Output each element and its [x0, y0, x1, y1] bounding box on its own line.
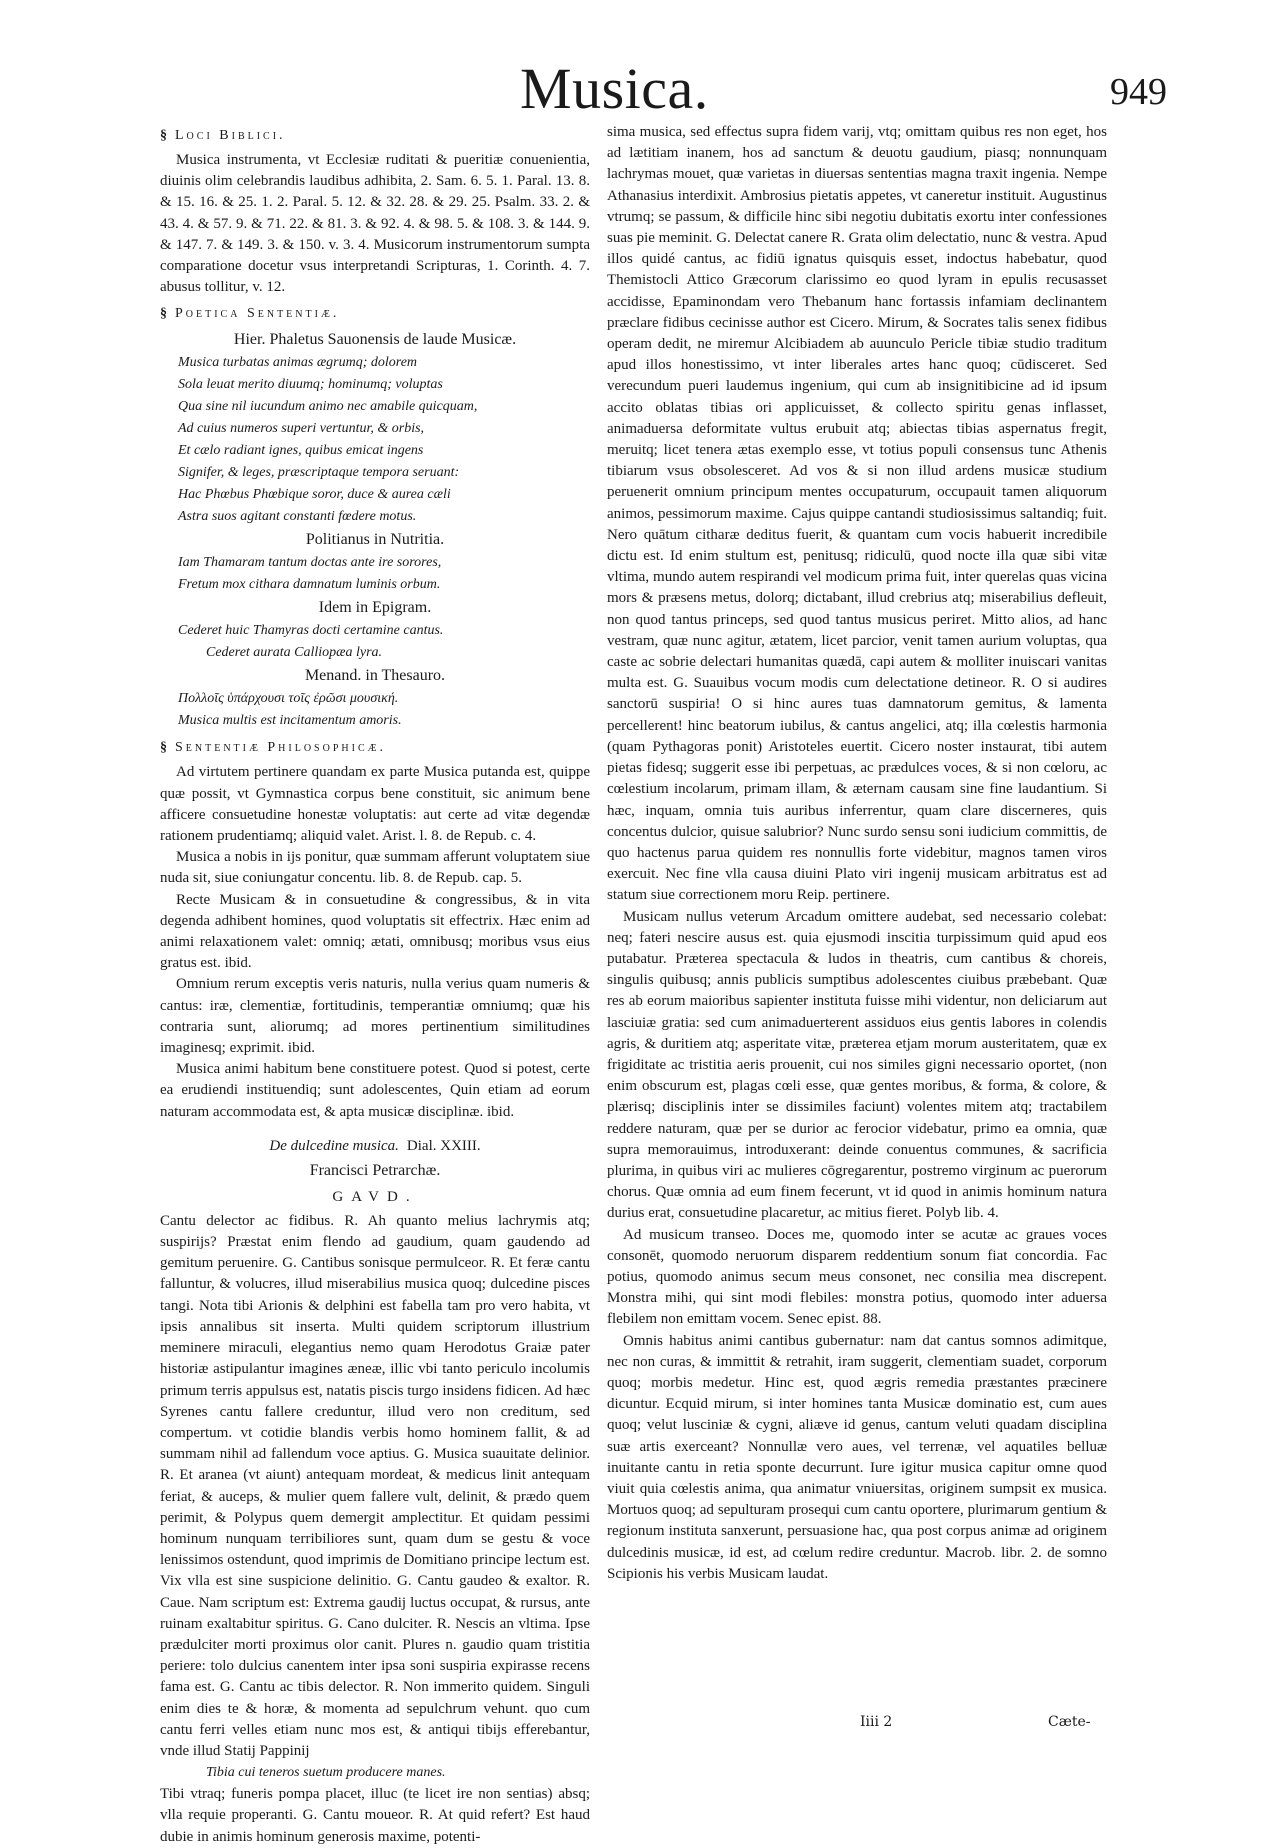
poet-attribution: Politianus in Nutritia. — [305, 531, 445, 549]
paragraph-mark-icon: § — [160, 128, 167, 143]
verse-line: Sola leuat merito diuumq; hominumq; voluptas — [178, 377, 443, 393]
paragraph-mark-icon: § — [160, 306, 167, 322]
section-heading-loci-biblici: § Loci Biblici. — [160, 128, 286, 143]
macrobius-paragraph: Omnis habitus animi cantibus gubernatur: nam dat cantus somnos adimitque, nec non curas, & immittit & retrahit, iram suggerit, clementiam suadet, corporum quoq; morbis medetur. Hinc est, quod ægris remedia præstantes præcinere dicuntur. Ecquid mirum, si inter homines tanta Musicæ dominatio est, cum aues quoq; velut lusciniæ & cygni, aliæve id genus, cantum veluti quadam disciplina suæ artis exerceant? Nonnullæ vero aues, vel terrenæ, vel aquatiles belluæ inuitante cantu in retia sponte decurrunt. Iure igitur musica capitur omne quod viuit quia cœlestis anima, qua animatur vniuersitas, originem sumpsit ex musica. Mortuos quoq; ad sepulturam prosequi cum cantu oportere, plurimarum gentium & regionum instituta sanxerunt, persuasione hac, qua post corpus animæ ad originem dulcedinis musicæ, id est, ad cœlum redire creduntur. Macrob. libr. 2. de somno Scipionis his verbis Musicam laudat. — [607, 1332, 1107, 1582]
greek-verse-line: Πολλοῖς ὑπάρχουσι τοῖς ἐρῶσι μουσική. — [178, 691, 399, 707]
verse-line: Signifer, & leges, præscriptaque tempora seruant: — [178, 465, 460, 481]
verse-line: Ad cuius numeros superi vertuntur, & orbis, — [178, 421, 425, 437]
verse-line: Hac Phœbus Phœbique soror, duce & aurea cæli — [178, 487, 451, 503]
verse-line: Musica turbatas animas ægrumq; dolorem — [178, 355, 418, 371]
verse-line: Astra suos agitant constanti fœdere motus. — [178, 509, 417, 525]
sententia-paragraph: Omnium rerum exceptis veris naturis, nulla verius quam numeris & cantus: iræ, clementiæ, fortitudinis, temperantiæ omniumq; quæ his contraria sunt, aliorumq; ad mores pertinentium similitudines imaginesq; exprimit. ibid. — [160, 976, 590, 1057]
poet-attribution: Hier. Phaletus Sauonensis de laude Musicæ. — [233, 331, 517, 349]
dialogue-text-continued: Tibi vtraq; funeris pompa placet, illuc (te licet ire non sentias) absq; vlla requie properanti. G. Cantu moueor. R. At quid refert? Est haud dubie in animis hominum generosis maxime, potenti- — [160, 1786, 590, 1845]
page-number: 949 — [1110, 71, 1167, 113]
paragraph-mark-icon: § — [160, 740, 167, 756]
verse-line: Musica multis est incitamentum amoris. — [178, 713, 402, 729]
seneca-paragraph: Ad musicum transeo. Doces me, quomodo inter se acutæ ac graues voces consonēt, quomodo neruorum disparem reddentium sonum fiat concordia. Fac potius, quomodo animus secum meus consonet, nec consilia mea discrepent. Monstra mihi, qui sint modi flebiles: monstra potius, quomodo inter aduersa flebilem non emittam vocem. Senec epist. 88. — [607, 1226, 1107, 1328]
verse-line: Iam Thamaram tantum doctas ante ire sorores, — [178, 555, 442, 571]
verse-line: Fretum mox cithara damnatum luminis orbum. — [178, 577, 441, 593]
quoted-verse: Tibia cui teneros suetum producere manes. — [206, 1765, 446, 1781]
sententia-paragraph: Musica animi habitum bene constituere potest. Quod si potest, certe ea erudiendi instituendiq; sunt adolescentes, Quin etiam ad eorum naturam accommodata est, & apta musicæ disciplinæ. ibid. — [160, 1061, 590, 1120]
verse-line: Cederet huic Thamyras docti certamine cantus. — [178, 623, 444, 639]
polybius-paragraph: Musicam nullus veterum Arcadum omittere audebat, sed necessario colebat: neq; fateri nescire ausus est. quia ejusmodi inscitia turpissimum quid apud eos putabatur. Præterea spectacula & ludos in theatris, cum cantibus & choreis, singulis quibusq; annis publicis sumptibus adolescentes ciuibus præbebant. Quæ res ab eorum maioribus sapienter instituta fuisse mihi videntur, non deliciarum aut lasciuiæ gratia: sed cum animaduerterent assiduos eius gentis labores in colendis agris, & duritiem atq; asperitate vitæ, præterea etjam morum austeritatem, quæ ex frigiditate ac tristitia aeris prouenit, cui nos similes gigni necessario oportet, (non enim obscurum est, plagas cœli esse, quæ gentes moribus, & forma, & colore, & plærisq; disciplinis inter se dissimiles faciunt) volentes mitem atq; tractabilem reddere naturam, quæ per se durior ac ferocior videbatur, primo ea omnia, quæ supra memorauimus, introduxerant: deinde conuentus communes, & sacrificia plurima, in quibus viri ac mulieres cōgregarentur, postremo virginum ac puerorum chorus. Quæ omnia ad eum finem fecerunt, vt id quod in animis hominum natura durius erat, consuetudine placaretur, ac mitius fieret. Polyb lib. 4. — [607, 908, 1107, 1222]
sententia-paragraph: Recte Musicam & in consuetudine & congressibus, & in vita degenda adhibent homines, quod voluptatis sit effectrix. Hæc enim ad animi relaxationem valet: omniq; ætati, omnibusq; moribus vsus eius gratus est. ibid. — [160, 891, 590, 972]
poet-attribution: Idem in Epigram. — [318, 599, 432, 617]
verse-block — [160, 352, 590, 528]
catchword: Cæte- — [1048, 1714, 1091, 1730]
section-heading-philosophicae: § Sententiæ Philosophicæ. — [160, 740, 387, 756]
biblical-references-paragraph: Musica instrumenta, vt Ecclesiæ ruditati & pueritiæ conuenientia, diuinis olim celebrandis laudibus adhibita, 2. Sam. 6. 5. 1. Paral. 13. 8. & 15. 16. & 25. 1. 2. Paral. 5. 12. & 32. 28. & 29. 25. Psalm. 33. 2. & 43. 4. & 57. 9. & 71. 22. & 81. 3. & 92. 4. & 98. 5. & 108. 3. & 144. 9. & 147. 7. & 149. 3. & 150. v. 3. 4. Musicorum instrumentorum sumpta comparatione docetur vsus interpretandi Scripturas, 1. Corinth. 4. 7. abusus tollitur, v. 12. — [160, 152, 590, 296]
sententia-paragraph: Musica a nobis in ijs ponitur, quæ summam afferunt voluptatem siue nuda sit, siue coniungatur concentu. lib. 8. de Repub. cap. 5. — [160, 849, 590, 887]
sententia-paragraph: Ad virtutem pertinere quandam ex parte Musica putanda est, quippe quæ possit, vt Gymnastica corpus bene constituit, sic animum bene afficere consuetudine honestæ voluptatis: aut certe ad vitæ degendæ rationem prudentiamq; aliquid valet. Arist. l. 8. de Repub. c. 4. — [160, 764, 590, 845]
verse-line: Et cælo radiant ignes, quibus emicat ingens — [178, 443, 424, 459]
running-head-title: Musica. — [520, 56, 709, 121]
dialogue-heading: De dulcedine musica. Dial. XXIII. — [269, 1137, 481, 1154]
verse-line: Qua sine nil iucundum animo nec amabile quicquam, — [178, 399, 478, 415]
speaker-label: GAVD. — [332, 1188, 418, 1205]
dialogue-text: Cantu delector ac fidibus. R. Ah quanto melius lachrymis atq; suspirijs? Præstat enim flendo ad gaudium, quam gaudendo ad gemitum peruenire. G. Cantibus sonisque permulceor. R. Et feræ cantu falluntur, & volucres, illud miserabilius musica quoq; dulcedine pisces tangi. Nota tibi Arionis & delphini est fabella tam pro vero habita, vt ipsis annalibus sit inserta. Multi quidem scriptorum illustrium meminere miraculi, elegantius nemo quam Herodotus Graiæ pater historiæ astipulantur imagines æneæ, illic vbi tanto periculo incolumis primum terris appulsus est, natatis piscis turgo insidens fidicen. Ad hæc Syrenes cantu fallere creduntur, illud vero non creditum, sed compertum. vt cotidie blandis verbis homo hominem fallit, & ad summam nihil ad fallendum voce aptius. G. Musica suauitate delinior. R. Et aranea (vt aiunt) antequam mordeat, & medicus linit antequam feriat, & auceps, & mulier quem fallere vult, delinit, & prædo quem perimit, & Polypus quem demergit amplectitur. Et quidam pessimi hominum nunquam terribiliores sunt, quam dum se gestu & voce lenissimos ostendunt, quod imprimis de Domitiano principe lectum est. Vix vlla est sine suspicione delinitio. G. Cantu gaudeo & exaltor. R. Caue. Nam scriptum est: Extrema gaudij luctus occupat, & rursus, ante ruinam exaltabitur spiritus. G. Cano dulciter. R. Nescis an vltima. Ipse prædulciter morti proximus olor canit. Plures n. gaudio quam tristitia periere: tolo dulcius canentem inter ipsa soni suspiria expirasse recens fama est. G. Cantu ac tibis delector. R. Non immerito quidem. Singuli enim dies te & horæ, & momenta ad sepulchrum vehunt. quo cum cantu ferri velles etiam nunc mos est, & antiqui tibijs efferebantur, vnde illud Statij Pappinij — [160, 1212, 590, 1759]
poet-attribution: Menand. in Thesauro. — [304, 667, 446, 685]
dialogue-author: Francisci Petrarchæ. — [309, 1161, 441, 1179]
dialogue-continuation: sima musica, sed effectus supra fidem varij, vtq; omittam quibus res non eget, hos ad lætitiam inanem, hos ad sanctum & deuotu gaudium, piasq; nonnunquam lachrymas mouet, quæ varietas in diuersas sententias magna traxit ingenia. Nempe Athanasius interdixit. Ambrosius pietatis appetes, vt caneretur instituit. Augustinus vtrumq; se passum, & difficile hinc sibi negotiu dubitatis exortu inter confessiones suas pie meminit. G. Delectat canere R. Grata olim delectatio, nunc & vestra. Apud illos quidé cantus, ac fidiū ignatus quisquis esset, indoctus habebatur, quod Themistocli Attico Græcorum clarissimo eo quod lyram in epulis recusasset accidisse, Epaminondam vero Thebanum hanc fortassis infamiam declinantem præclare fidibus cecinisse author est Cicero. Mirum, & Socrates talis senex fidibus operam dedit, ne miremur Alcibiadem ab auunculo Pericle tibiæ studio traditum apud illos honestissimo, vt inter liberales artes hanc quoq; cūdisceret. Sed verecundum pueri laudemus ingenium, qui cum ab insignitibicine ad id ipsum accito oblatas tibias ori applicuisset, & collecto spiritu genas inflasset, animaduersa deformitate vultus erubuit atq; abiectas tibias aspernatus fregit, meruitq; licet tenera ætas exemplo esse, vt totius populi consensus tunc Athenis tibiarum vsus obsolesceret. Ad vos & si non illud ardens musicæ studium peruenerit omnium principum mentes occupaturum, occupauit tamen aliquorum animos, pessimorum maxime. Cajus quippe cantandi studiosissimus saltandiq; fuit. Nero quātum citharæ deditus fuerit, & quantam cum vocis habuerit incredibile dictu est. Id enim stultum est, penitusq; ridiculū, quod nocte illa quæ sibi vitæ vltima, mundo autem respirandi vel modicum prima fuit, inter querelas quas vicina mors & præsens metus, dolorq; dictabant, illud crebrius atq; miserabilius defleuit, non quod tantus princeps, sed quod tantus musicus periret. Mitto alios, ad hanc vestram, quæ nunc agitur, ætatem, licet parcior, venit tamen aurium voluptas, qua caste ac sobrie delectari humanitas quædā, capi autem & molliter inuiscari vanitas multa est. G. Suauibus vocum modis cum delectatione detineor. R. O si audires sanctorū suspiria! O si hinc aures tuas damnatorum gemitus, & lamenta percellerent! hinc beatorum iubilus, & cantus angelici, atq; illa cœlestis harmonia (quam Pythagoras ponit) Aristoteles euertit. Cicero noster instaurat, tibi autem pietas fidesq; suggerit esse ibi perpetuas, ac prædulces voces, & si non cœloru, ac cœlestium incolarum, primam illam, & æternam causam sine fine laudantium. Si hæc, inquam, omnia tuis auribus inferrentur, quam clare discerneres, quis concentus dulcior, quisue salubrior? Nunc surdo sensu soni iudicium committis, de quo hactenus parua quidem res nonnullis forte videbitur, magnos tamen viros exercuit. Nec fine vlla causa diuini Plato viri ingenij musicam arbitratus est ad statum siue correctionem moru Reip. pertinere. — [607, 124, 1107, 904]
verse-line: Cederet aurata Calliopæa lyra. — [206, 645, 383, 661]
left-column — [160, 120, 590, 1848]
signature-mark: Iiii 2 — [860, 1714, 893, 1730]
section-heading-poeticae: § Poetica Sententiæ. — [160, 306, 340, 322]
right-column — [607, 122, 1107, 1585]
